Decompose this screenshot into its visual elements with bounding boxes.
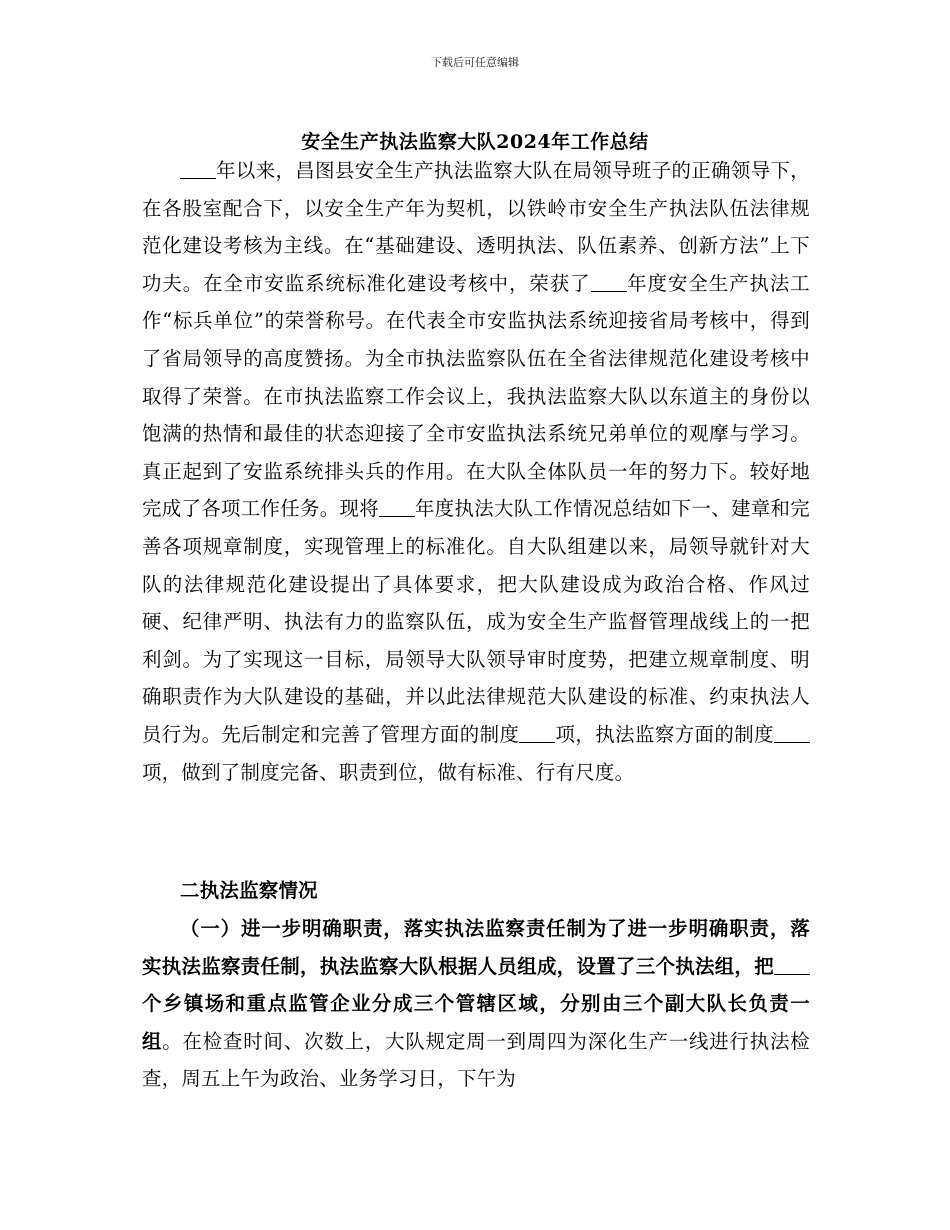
paragraph-text: 年度执法大队工作情况总结如下一、建章和完善各项规章制度，实现管理上的标准化。自大队组建以来，局领导就针对大队的法律规范化建设提出了具体要求，把大队建设成为政治合格、作风过硬、纪律严明、执法有力的监察队伍，成为安全生产监督管理战线上的一把利剑。为了实现这一目标，局领导大队领导审时度势，把建立规章制度、明确职责作为大队建设的基础，并以此法律规范大队建设的标准、约束执法人员行为。先后制定和完善了管理方面的制度 [142,497,810,746]
blank-line [774,954,810,974]
paragraph-text: 年以来，昌图县安全生产执法监察大队在局领导班子的正确领导下，在各股室配合下，以安全生产年为契机，以铁岭市安全生产执法队伍法律规范化建设考核为主线。在“基础建设、透明执法、队伍素养、创新方法”上下功夫。在全市安监系统标准化建设考核中，荣获了 [142,159,810,295]
document-title: 安全生产执法监察大队2024年工作总结 [301,131,649,153]
header-note: 下载后可任意编辑 [431,56,519,69]
blank-line [591,271,627,291]
paragraph-section-one [142,910,810,1098]
section-heading: 二执法监察情况 [180,879,318,902]
bold-lead-text: （一）进一步明确职责，落实执法监察责任制为了进一步明确职责，落实执法监察责任制，执法监察大队根据人员组成，设置了三个执法组，把 [142,917,810,978]
paragraph-text: 项，执法监察方面的制度 [555,722,774,746]
blank-line [519,723,555,743]
paragraph-text: 项，做到了制度完备、职责到位，做有标准、行有尺度。 [142,760,635,784]
blank-line [379,497,415,517]
blank-line [774,723,810,743]
paragraph-text: 。在检查时间、次数上，大队规定周一到周四为深化生产一线进行执法检查，周五上午为政治、业务学习日，下午为 [142,1029,810,1091]
paragraph-text: 年度安全生产执法工作“标兵单位”的荣誉称号。在代表全市安监执法系统迎接省局考核中，得到了省局领导的高度赞扬。为全市执法监察队伍在全省法律规范化建设考核中取得了荣誉。在市执法监察工作会议上，我执法监察大队以东道主的身份以饱满的热情和最佳的状态迎接了全市安监执法系统兄弟单位的观摩与学习。真正起到了安监系统排头兵的作用。在大队全体队员一年的努力下。较好地完成了各项工作任务。现将 [142,271,810,521]
bold-lead-text: 个乡镇场和重点监管企业分成三个管辖区域，分别由三个副大队长负责一组 [142,992,810,1053]
blank-line [180,159,216,179]
paragraph-intro [142,152,810,791]
